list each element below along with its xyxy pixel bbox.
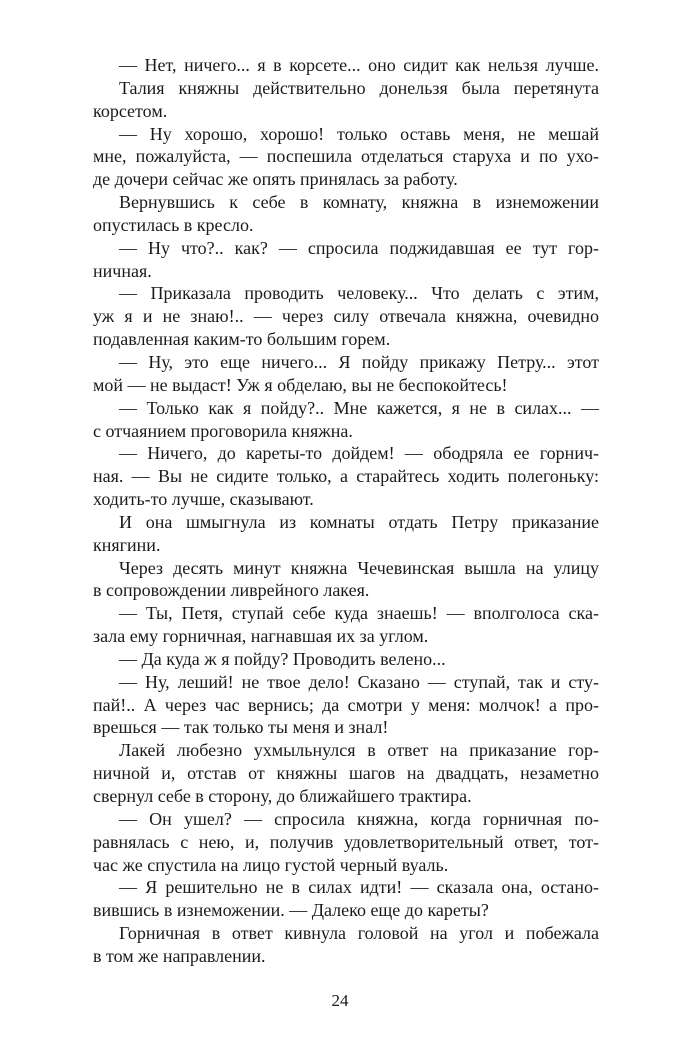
text-line: опустилась в кресло. xyxy=(93,214,254,235)
text-line: — Да куда ж я пойду? Проводить велено... xyxy=(119,648,446,669)
text-line: — Ну что?.. как? — спросила поджидавшая ее тут гор- xyxy=(119,237,599,258)
text-line: ходить-то лучше, сказывают. xyxy=(93,489,314,510)
text-line: равнялась с нею, и, получив удовлетворительный ответ, тот- xyxy=(93,831,599,852)
text-line: — Только как я пойду?.. Мне кажется, я не в силах... — xyxy=(119,397,599,418)
text-line: врешься — так только ты меня и знал! xyxy=(93,717,389,738)
text-line: — Ну, это еще ничего... Я пойду прикажу Петру... этот xyxy=(119,351,599,372)
text-line: пай!.. А через час вернись; да смотри у меня: молчок! а про- xyxy=(93,694,599,715)
text-line: — Он ушел? — спросила княжна, когда горничная по- xyxy=(119,808,599,829)
text-line: Талия княжны действительно донельзя была перетянута xyxy=(119,77,599,98)
text-line: — Ты, Петя, ступай себе куда знаешь! — вполголоса ска- xyxy=(119,603,599,624)
text-line: де дочери сейчас же опять принялась за работу. xyxy=(93,169,458,190)
text-line: час же спустила на лицо густой черный вуаль. xyxy=(93,854,449,875)
text-line: свернул себе в сторону, до ближайшего трактира. xyxy=(93,786,472,806)
text-line: — Нет, ничего... я в корсете... оно сидит как нельзя лучше. xyxy=(119,55,599,75)
text-line: — Ну, леший! не твое дело! Сказано — ступай, так и сту- xyxy=(119,671,599,692)
text-line: в том же направлении. xyxy=(93,945,266,966)
text-line: — Ничего, до кареты-то дойдем! — ободряла ее горнич- xyxy=(119,443,599,464)
text-line: ничной и, отстав от княжны шагов на двадцать, незаметно xyxy=(93,763,599,784)
text-line: княгини. xyxy=(93,534,161,555)
text-line: зала ему горничная, нагнавшая их за углом. xyxy=(93,626,429,647)
text-line: ничная. xyxy=(93,260,152,281)
text-line: уж я и не знаю!.. — через силу отвечала княжна, очевидно xyxy=(93,306,599,327)
body-text xyxy=(93,54,599,968)
text-line: Лакей любезно ухмыльнулся в ответ на приказание гор- xyxy=(119,740,599,761)
text-line: с отчаянием проговорила княжна. xyxy=(93,420,353,441)
text-line: — Ну хорошо, хорошо! только оставь меня, не мешай xyxy=(119,123,599,144)
text-line: вившись в изнеможении. — Далеко еще до кареты? xyxy=(93,900,489,921)
page-number: 24 xyxy=(331,991,349,1010)
text-line: — Приказала проводить человеку... Что делать с этим, xyxy=(119,283,599,304)
text-line: — Я решительно не в силах идти! — сказала она, остано- xyxy=(119,877,599,898)
text-line: корсетом. xyxy=(93,100,168,121)
text-line: мой — не выдаст! Уж я обделаю, вы не беспокойтесь! xyxy=(93,374,508,395)
text-line: Вернувшись к себе в комнату, княжна в изнеможении xyxy=(119,192,599,213)
text-line: Через десять минут княжна Чечевинская вышла на улицу xyxy=(119,557,599,578)
text-line: ная. — Вы не сидите только, а старайтесь ходить полегоньку: xyxy=(93,466,599,487)
text-line: И она шмыгнула из комнаты отдать Петру приказание xyxy=(119,511,599,532)
text-line: мне, пожалуйста, — поспешила отделаться старуха и по ухо- xyxy=(93,146,599,167)
text-line: в сопровождении ливрейного лакея. xyxy=(93,580,370,601)
text-line: Горничная в ответ кивнула головой на угол и побежала xyxy=(119,923,599,944)
text-line: подавленная каким-то большим горем. xyxy=(93,329,391,350)
